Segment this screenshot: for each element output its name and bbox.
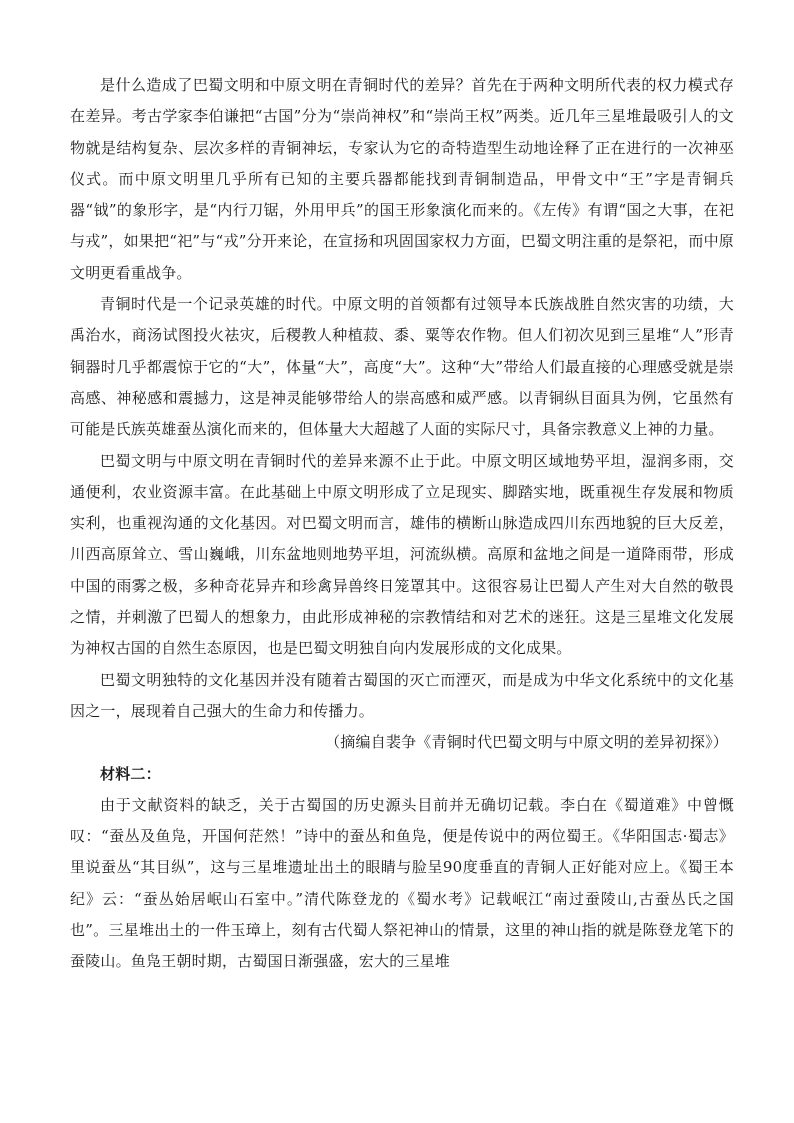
paragraph-geography: 巴蜀文明与中原文明在青铜时代的差异来源不止于此。中原文明区域地势平坦，湿润多雨，交通便利，农业资源丰富。在此基础上中原文明形成了立足现实、脚踏实地，既重视生存发展和物质实利，也重视沟通的文化基因。对巴蜀文明而言，雄伟的横断山脉造成四川东西地貌的巨大反差，川西高原耸立、雪山巍峨，川东盆地则地势平坦，河流纵横。高原和盆地之间是一道降雨带，形成中国的雨雾之极，多种奇花异卉和珍禽异兽终日笼罩其中。这很容易让巴蜀人产生对大自然的敬畏之情，并刺激了巴蜀人的想象力，由此形成神秘的宗教情结和对艺术的迷狂。这是三星堆文化发展为神权古国的自然生态原因，也是巴蜀文明独自向内发展形成的文化成果。 [70,451,734,658]
material-two-heading: 材料二： [100,764,161,783]
paragraph-cultural-gene: 巴蜀文明独特的文化基因并没有随着古蜀国的灭亡而湮灭，而是成为中华文化系统中的文化基因之一，展现着自己强大的生命力和传播力。 [70,670,734,720]
paragraph-power-model: 是什么造成了巴蜀文明和中原文明在青铜时代的差异？首先在于两种文明所代表的权力模式存在差异。考古学家李伯谦把“古国”分为“崇尚神权”和“崇尚王权”两类。近几年三星堆最吸引人的文物就是结构复杂、层次多样的青铜神坛，专家认为它的奇特造型生动地诠释了正在进行的一次神巫仪式。而中原文明里几乎所有已知的主要兵器都能找到青铜制造品，甲骨文中“王”字是青铜兵器“钺”的象形字，是“内行刀锯，外用甲兵”的国王形象演化而来的。《左传》有谓“国之大事，在祀与戎”，如果把“祀”与“戎”分开来论，在宣扬和巩固国家权力方面，巴蜀文明注重的是祭祀，而中原文明更看重战争。 [70,76,734,282]
document-page [70,70,734,978]
paragraph-hero-era: 青铜时代是一个记录英雄的时代。中原文明的首领都有过领导本氏族战胜自然灾害的功绩，大禹治水，商汤试图投火祛灾，后稷教人种植菽、黍、粟等农作物。但人们初次见到三星堆“人”形青铜器时几乎都震惊于它的“大”，体量“大”，高度“大”。这种“大”带给人们最直接的心理感受就是崇高感、神秘感和震撼力，这是神灵能够带给人的崇高感和威严感。以青铜纵目面具为例，它虽然有可能是氏族英雄蚕丛演化而来的，但体量大大超越了人面的实际尺寸，具备宗教意义上神的力量。 [70,295,734,439]
paragraph-ancient-shu: 由于文献资料的缺乏，关于古蜀国的历史源头目前并无确切记载。李白在《蜀道难》中曾慨叹：“蚕丛及鱼凫，开国何茫然！”诗中的蚕丛和鱼凫，便是传说中的两位蜀王。《华阳国志·蜀志》里说蚕丛“其目纵”，这与三星堆遗址出土的眼睛与脸呈90度垂直的青铜人正好能对应上。《蜀王本纪》云：“蚕丛始居岷山石室中。”清代陈登龙的《蜀水考》记载岷江“南过蚕陵山,古蚕丛氏之国也”。三星堆出土的一件玉璋上，刻有古代蜀人祭祀神山的情景，这里的神山指的就是陈登龙笔下的蚕陵山。鱼凫王朝时期，古蜀国日渐强盛，宏大的三星堆 [70,795,734,971]
source-citation: （摘编自裴争《青铜时代巴蜀文明与中原文明的差异初探》） [325,733,728,752]
